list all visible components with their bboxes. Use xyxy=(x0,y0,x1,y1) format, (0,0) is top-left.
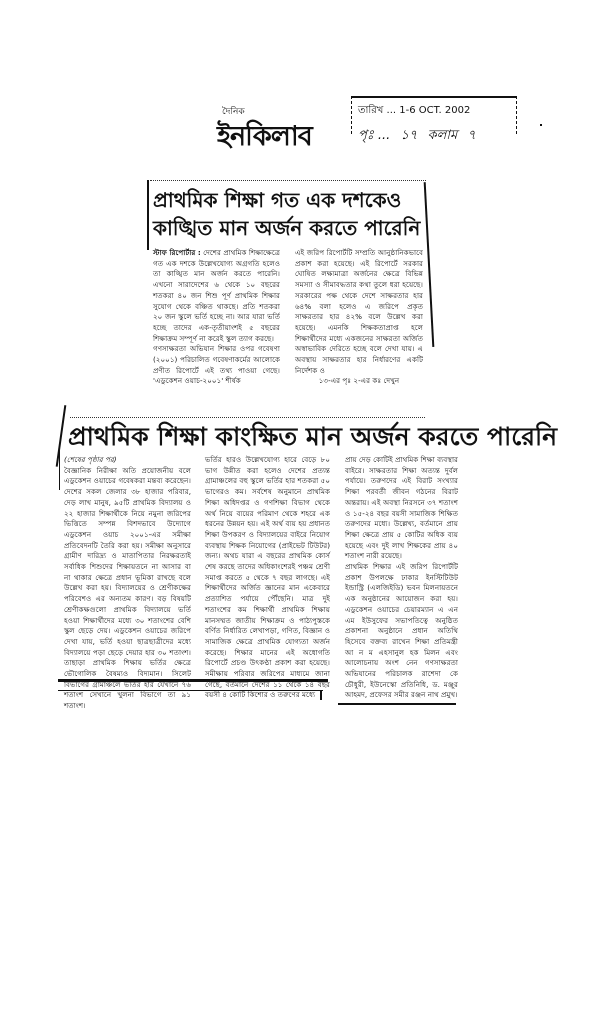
newspaper-masthead: ইনকিলাব xyxy=(217,121,312,152)
clipping-border-left xyxy=(147,180,150,250)
clipping2-border-corner xyxy=(320,690,323,700)
article2-headline: প্রাথমিক শিক্ষা কাংক্ষিত মান অর্জন করতে পারেনি xyxy=(68,422,558,451)
article1-paragraph: গণসাক্ষরতা অভিযান শিক্ষার ওপর গবেষণা (২০০১) পরিচালিত গবেষণাকর্মের আলোকে প্রণীত রিপোর্টে এই তথ্য পাওয়া গেছে। 'এডুকেশন ওয়াচ-২০০১' শীর্ষক xyxy=(153,344,280,386)
stamp-date-label: তারিখ ... xyxy=(358,105,397,116)
clipping-border-top xyxy=(150,180,426,181)
clipping-date-stamp xyxy=(351,96,517,143)
stamp-column: ৭ xyxy=(467,128,476,143)
clipping2-border-left xyxy=(59,450,61,490)
article2-continued-from: (শেষের পৃষ্ঠার পর) xyxy=(64,455,117,464)
stamp-date-line xyxy=(358,103,470,120)
stamp-page-label: পৃঃ ... xyxy=(358,128,391,143)
clipping2-border-bottom xyxy=(58,679,328,682)
article1-continued-note: ১৩-এর পৃঃ ২-এর কঃ দেখুন xyxy=(318,376,400,386)
stamp-page-line xyxy=(358,126,482,147)
article1-headline xyxy=(153,186,425,242)
article2-paragraph: বৈজ্ঞানিক নিরীক্ষা অতি প্রয়োজনীয় বলে এডুকেশন ওয়াচের গবেষকরা মন্তব্য করেছেন। দেশের সকল জেলার ৩৮ হাজার পরিবার, দেড় লাখ মানুষ, ৯৫টি প্রাথমিক বিদ্যালয় ও ২২ হাজার শিক্ষার্থীকে নিয়ে নমুনা জরিপের ভিত্তিতে সম্পন্ন বিশদভাবে উদ্যোগে এডুকেশন ওয়াচ ২০০১-এর সমীক্ষা প্রতিবেদনটি তৈরি করা হয়। সমীক্ষা অনুসারে গ্রামীণ দারিদ্র্য ও মাতাপিতার নিরক্ষরতাই সর্বাধিক শিশুদের শিক্ষায়তনে না আসার বা না থাকার ক্ষেত্রে প্রধান ভূমিকা রাখছে বলে উল্লেখ করা হয়। বিদ্যালয়ের ও শ্রেণীকক্ষের পরিবেশও এর অন্যতম কারণ। বড় বিষয়টি শ্রেণীকক্ষগুলো প্রাথমিক বিদ্যালয়ে ভর্তি হওয়া শিক্ষার্থীদের মধ্যে ৩০ শতাংশের বেশি স্কুল ছেড়ে দেয়। এডুকেশন ওয়াচের জরিপে দেখা যায়, ভর্তি হওয়া ছাত্রছাত্রীদের মধ্যে বিদ্যালয়ে পড়া ছেড়ে দেয়ার হার ৩০ শতাংশ। তাছাড়া প্রাথমিক শিক্ষায় ভর্তির ক্ষেত্রে ভৌগোলিক বৈষম্যও বিদ্যমান। সিলেট বিভাগের গ্রামাঞ্চলে ভর্তির হার যেখানে ৭৬ শতাংশ সেখানে খুলনা বিভাগে তা ৯১ শতাংশ। xyxy=(64,465,191,711)
stamp-column-label: কলাম xyxy=(427,128,458,143)
clipping-border-right xyxy=(424,182,436,347)
scan-speck xyxy=(540,124,542,126)
article2-column-2 xyxy=(205,455,330,700)
article1-column-1 xyxy=(153,248,280,412)
masthead-prefix: দৈনিক xyxy=(222,107,245,117)
article1-paragraph: দেশের প্রাথমিক শিক্ষাক্ষেত্রে গত এক দশকে উল্লেখযোগ্য অগ্রগতি হলেও তা কাঙ্খিত মান অর্জন করতে পারেনি। এখনো সারাদেশের ৬ থেকে ১০ বছরের শতকরা ৪০ জন শিশু পূর্ণ প্রাথমিক শিক্ষার সুযোগ থেকে বঞ্চিত থাকছে। প্রতি শতকরা ২০ জন স্কুলে ভর্তি হচ্ছে না। আর যারা ভর্তি হচ্ছে তাদের এক-তৃতীয়াংশই ৫ বছরের শিক্ষাক্রম সম্পূর্ণ না করেই স্কুল ত্যাগ করছে। xyxy=(153,248,280,343)
article1-byline: স্টাফ রিপোর্টার : xyxy=(153,248,201,257)
article2-paragraph: প্রায় দেড় কোটিই প্রাথমিক শিক্ষা ব্যবস্থার বাইরে। সাক্ষরতার শিক্ষা অত্যন্ত দুর্বল পর্যায়ে। তরুণদের এই বিরাট সংখ্যার শিক্ষা পরবর্তী জীবন গঠনের বিরাট অন্তরায়। এই অবস্থা নিরসনে ৩৭ শতাংশ ও ১৫-২৪ বছর বয়সী সামাজিক শিক্ষিত তরুণদের মধ্যে। উল্লেখ্য, বর্তমানে প্রায় শিক্ষা ক্ষেত্রে প্রায় ৫ কোটির অধিক ব্যয় হয়েছে এবং দুই লাখ শিক্ষকের প্রায় ৪০ শতাংশ নারী রয়েছে। xyxy=(345,455,458,561)
stamp-date: 1-6 OCT. 2002 xyxy=(399,105,471,116)
article2-paragraph: প্রাথমিক শিক্ষার এই জরিপ রিপোর্টটি প্রকাশ উপলক্ষে ঢাকার ইনস্টিটিউট ইন্ডাস্ট্রি (এলজিইডি) ভবন মিলনায়তনে এক অনুষ্ঠানের আয়োজন করা হয়। এডুকেশন ওয়াচের চেয়ারম্যান এ এন এম ইউসুফের সভাপতিত্বে অনুষ্ঠিত প্রকাশনা অনুষ্ঠানে প্রধান অতিথি হিসেবে বক্তব্য রাখেন শিক্ষা প্রতিমন্ত্রী আ ন ম এহসানুল হক মিলন এবং আলোচনায় অংশ নেন গণসাক্ষরতা অভিযানের পরিচালক রাশেদা কে চৌধুরী, ইউনেস্কো প্রতিনিধি, ড. মঞ্জুর আহমদ, প্রফেসর সমীর রঞ্জন নাথ প্রমুখ। xyxy=(345,562,458,700)
article2-paragraph: ভর্তির হারও উল্লেখযোগ্য হারে বেড়ে ৮০ ভাগ উন্নীত করা হলেও দেশের প্রত্যন্ত গ্রামাঞ্চলের বহু স্কুলে ভর্তির হার শতকরা ৫০ ভাগেরও কম। সর্বশেষ অনুমানে প্রাথমিক শিক্ষা অধিদপ্তর ও গণশিক্ষা বিভাগ থেকে অর্থ নিয়ে ব্যয়ের পরিমাণ থেকে শহরে এক ধরনের উন্নয়ন হয়। এই অর্থ ব্যয় হয় প্রধানত শিক্ষা উপকরণ ও বিদ্যালয়ের বাইরে নিয়োগ ব্যবস্থায় শিক্ষক নিয়োগের (প্রাইভেট টিউটর) জন্য। অথচ যারা এ বছরের প্রাথমিক কোর্স শেষ করছে তাদের অধিকাংশেরই পঞ্চম শ্রেণী সমাপ্ত করতে ৫ থেকে ৭ বছর লাগছে। এই শিক্ষার্থীদের অর্জিত জ্ঞানের মান একেবারে প্রত্যাশিত পর্যায়ে পৌঁছেনি। মাত্র দুই শতাংশের কম শিক্ষার্থী প্রাথমিক শিক্ষায় মানসম্মত জাতীয় শিক্ষাক্রম ও পাঠ্যপুস্তকে বর্ণিত নির্ধারিত লেখাপড়া, গণিত, বিজ্ঞান ও সামাজিক ক্ষেত্রে প্রাথমিক যোগ্যতা অর্জন করেছে। শিক্ষার মানের এই অধোগতি রিপোর্টে প্রচণ্ড উৎকণ্ঠা প্রকাশ করা হয়েছে। সমীক্ষায় পরিবার জরিপের মাধ্যমে জানা গেছে, বর্তমানে দেশের ১১ থেকে ১৪ বছর বয়সী ৪ কোটি কিশোর ও তরুণের মধ্যে xyxy=(205,455,330,700)
article1-column-2 xyxy=(295,248,423,412)
article1-headline-line2: কাঙ্খিত মান অর্জন করতে পারেনি xyxy=(153,216,421,240)
article1-paragraph: এই জরিপ রিপোর্টটি সম্প্রতি আনুষ্ঠানিকভাবে প্রকাশ করা হয়েছে। এই রিপোর্টে সরকার ঘোষিত লক্ষ্যমাত্রা অর্জনের ক্ষেত্রে বিভিন্ন সমস্যা ও সীমাবদ্ধতার কথা তুলে ধরা হয়েছে। সরকারের পক্ষ থেকে দেশে সাক্ষরতার হার ৬৪% বলা হলেও এ জরিপে প্রকৃত সাক্ষরতার হার ৪২% বলে উল্লেখ করা হয়েছে। এমনকি শিক্ষকতাপ্রাপ্ত হলে শিক্ষার্থীদের মধ্যে একজনের সাক্ষরতা অর্জিত অস্বাভাবিক দেরিতে হচ্ছে বলে দেখা যায়। এ অবস্থায় সাক্ষরতার হার নির্ধারণের একটি নির্দেশক ও xyxy=(295,248,423,375)
article2-column-3 xyxy=(345,455,458,700)
clipping3-border-bottom xyxy=(338,703,456,705)
clipping2-border-bottom-thin xyxy=(58,690,323,691)
article1-headline-line1: প্রাথমিক শিক্ষা গত এক দশকেও xyxy=(153,188,402,212)
article2-column-1 xyxy=(64,455,191,711)
stamp-page: ১৭ xyxy=(400,128,418,143)
